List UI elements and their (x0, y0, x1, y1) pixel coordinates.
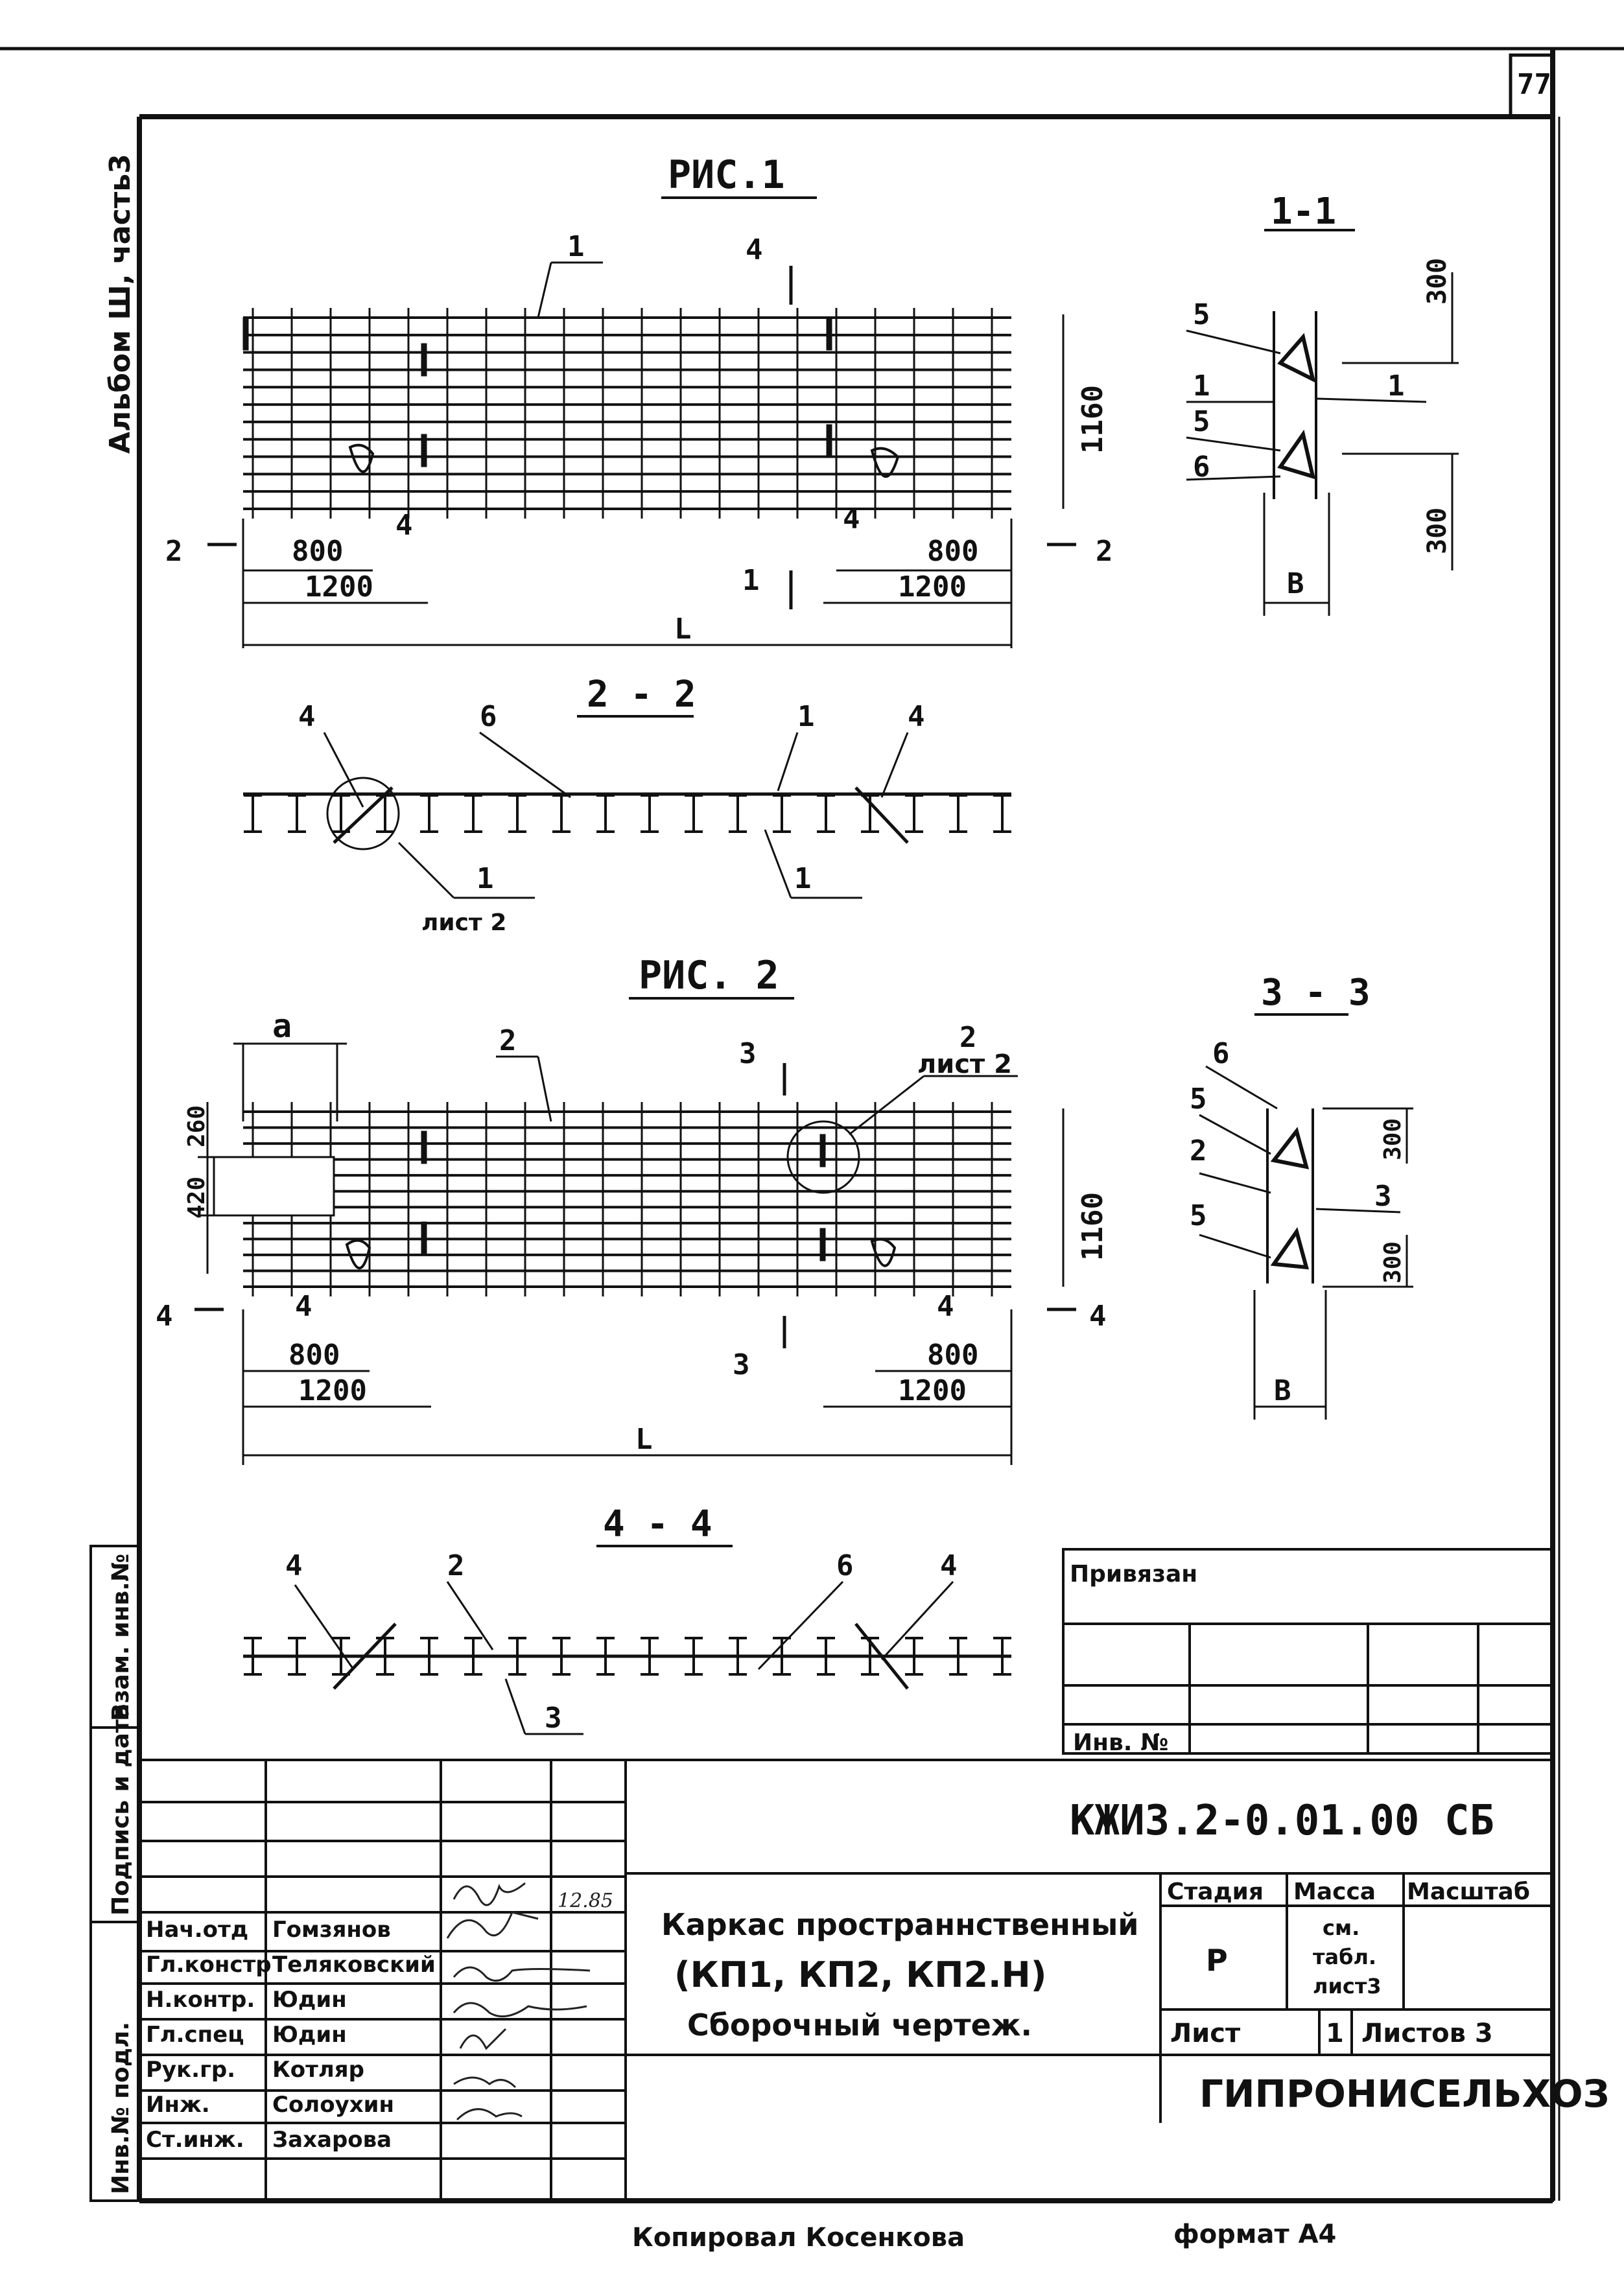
fig1-label-4-left: 4 (395, 509, 413, 542)
section-3-3-label-5a: 5 (1190, 1083, 1207, 1116)
fig2-label-2-top: 2 (499, 1024, 517, 1057)
mass-value-2: табл. (1313, 1945, 1377, 1969)
section-3-3-dim-300-top: 300 (1380, 1118, 1406, 1160)
doc-name-line1: Каркас пространнственный (661, 1907, 1139, 1942)
section-4-4-drawing (243, 1582, 1011, 1734)
sheet-value: 1 (1326, 2019, 1344, 2048)
fig2-dim-800-left: 800 (288, 1339, 340, 1372)
fig2-dim-1200-right: 1200 (898, 1374, 967, 1407)
fig1-label-2-right: 2 (1096, 535, 1113, 568)
doc-name-line2: (КП1, КП2, КП2.Н) (674, 1954, 1047, 1995)
fig2-dim-L: L (635, 1423, 653, 1456)
role-row (139, 1982, 551, 2017)
fig2-dim-800-right: 800 (927, 1339, 979, 1372)
fig1-dim-1200-right: 1200 (898, 570, 967, 603)
section-1-1-label-6: 6 (1193, 451, 1210, 484)
section-3-3-dim-B: В (1274, 1374, 1291, 1407)
role-person: Захарова (272, 2127, 392, 2153)
page-number: 77 (1517, 68, 1551, 101)
section-4-4-label-4-right: 4 (940, 1549, 958, 1582)
fig1-dim-800-left: 800 (292, 535, 344, 568)
scale-header: Масштаб (1407, 1879, 1530, 1905)
stage-header: Стадия (1167, 1879, 1264, 1905)
section-4-4-title: 4 - 4 (603, 1503, 712, 1545)
role-title: Инж. (146, 2092, 210, 2118)
section-2-2-label-list2: лист 2 (421, 909, 507, 936)
section-3-3-label-2: 2 (1190, 1134, 1207, 1167)
section-1-1-label-5a: 5 (1193, 298, 1210, 331)
mass-header: Масса (1293, 1879, 1376, 1905)
role-person: Теляковский (272, 1952, 436, 1978)
fig1-label-1-cut: 1 (742, 564, 760, 597)
section-1-1-dim-300-bottom: 300 (1422, 507, 1452, 554)
section-1-1-drawing (1186, 272, 1459, 616)
role-title: Гл.спец (146, 2022, 244, 2048)
fig2-dim-260: 260 (183, 1105, 210, 1147)
section-1-1-title: 1-1 (1271, 191, 1337, 233)
fig2-dim-a: а (272, 1007, 292, 1045)
privyazan-inv: Инв. № (1073, 1729, 1169, 1756)
fig2-label-4-cut-left: 4 (156, 1300, 173, 1333)
fig2-dim-1160: 1160 (1076, 1192, 1109, 1261)
role-person: Солоухин (272, 2092, 394, 2118)
stamp-vzam: Взам. инв.№ (108, 1553, 134, 1721)
stamp-inv-podl: Инв.№ подл. (108, 2021, 134, 2194)
section-2-2-label-4-left: 4 (298, 700, 316, 733)
fig1-dim-1160: 1160 (1076, 385, 1109, 454)
fig2-label-2-node: 2 (959, 1021, 977, 1054)
role-title: Н.контр. (146, 1987, 255, 2013)
mass-value-1: см. (1323, 1916, 1360, 1940)
role-title: Рук.гр. (146, 2057, 236, 2083)
fig1-label-1: 1 (567, 230, 585, 263)
organization: ГИПРОНИСЕЛЬХОЗ (1199, 2072, 1610, 2116)
role-row (139, 1912, 551, 1947)
section-2-2-label-1-top: 1 (797, 700, 815, 733)
section-3-3-title: 3 - 3 (1261, 972, 1371, 1014)
fig2-dim-1200-left: 1200 (298, 1374, 367, 1407)
doc-code: КЖИ3.2-0.01.00 СБ (1070, 1797, 1495, 1845)
doc-name-line3: Сборочный чертеж. (687, 2008, 1033, 2043)
fig1-label-2-left: 2 (165, 535, 183, 568)
role-title: Нач.отд (146, 1917, 249, 1943)
stamp-podpis: Подпись и дата (108, 1704, 134, 1916)
role-title: Гл.констр (146, 1952, 272, 1978)
section-1-1-dim-B: В (1287, 567, 1304, 600)
role-person: Юдин (272, 2022, 347, 2048)
sheet-label: Лист (1170, 2019, 1241, 2048)
fig1-title: РИС.1 (668, 152, 785, 198)
fig2-label-3-top: 3 (739, 1037, 757, 1070)
section-4-4-label-4-left: 4 (285, 1549, 303, 1582)
fig1-label-4-top: 4 (746, 233, 763, 266)
section-3-3-label-5b: 5 (1190, 1199, 1207, 1232)
section-2-2-drawing (243, 732, 1011, 898)
section-1-1-label-5b: 5 (1193, 405, 1210, 438)
section-4-4-label-6: 6 (836, 1549, 854, 1582)
section-2-2-label-1-bottom: 1 (794, 862, 812, 895)
fig2-dim-420: 420 (183, 1176, 210, 1219)
stage-value: Р (1206, 1943, 1228, 1978)
sheets-label: Листов 3 (1361, 2019, 1493, 2048)
section-3-3-label-3: 3 (1374, 1180, 1392, 1213)
section-2-2-label-1-node: 1 (477, 862, 494, 895)
fig1-label-4-right: 4 (843, 502, 860, 535)
fig1-dim-800-right: 800 (927, 535, 979, 568)
role-person: Котляр (272, 2057, 364, 2083)
fig2-label-4-right: 4 (937, 1290, 954, 1323)
section-4-4-label-3: 3 (545, 1702, 562, 1735)
section-2-2-title: 2 - 2 (587, 674, 696, 716)
fig2-label-3-cut: 3 (733, 1348, 750, 1381)
role-row (139, 2122, 551, 2157)
footer-format: формат А4 (1173, 2220, 1337, 2249)
fig2-label-4-cut-right: 4 (1089, 1300, 1107, 1333)
fig2-label-4-left: 4 (295, 1290, 312, 1323)
role-row (139, 2052, 551, 2087)
section-2-2-label-6: 6 (480, 700, 497, 733)
section-2-2-label-4-right: 4 (908, 700, 925, 733)
fig2-title: РИС. 2 (639, 953, 779, 998)
section-4-4-label-2: 2 (447, 1549, 465, 1582)
role-person: Юдин (272, 1987, 347, 2013)
fig1-dim-1200-left: 1200 (305, 570, 373, 603)
section-3-3-dim-300-bottom: 300 (1380, 1241, 1406, 1283)
section-3-3-label-6: 6 (1212, 1037, 1230, 1070)
role-row (139, 1947, 551, 1982)
section-1-1-label-1b: 1 (1387, 369, 1405, 403)
album-label: Альбом Ш, часть3 (104, 154, 137, 454)
privyazan-title: Привязан (1070, 1561, 1198, 1588)
fig2-label-list2: лист 2 (917, 1049, 1012, 1079)
mass-value-3: лист3 (1313, 1974, 1382, 1998)
role-row (139, 2017, 551, 2052)
section-1-1-label-1a: 1 (1193, 369, 1210, 403)
section-1-1-dim-300-top: 300 (1422, 257, 1452, 305)
role-row (139, 2087, 551, 2122)
sign-date: 12.85 (558, 1890, 613, 1912)
role-person: Гомзянов (272, 1917, 391, 1943)
fig1-dim-L: L (674, 613, 692, 646)
role-title: Ст.инж. (146, 2127, 244, 2153)
footer-copied: Копировал Косенкова (632, 2223, 965, 2253)
